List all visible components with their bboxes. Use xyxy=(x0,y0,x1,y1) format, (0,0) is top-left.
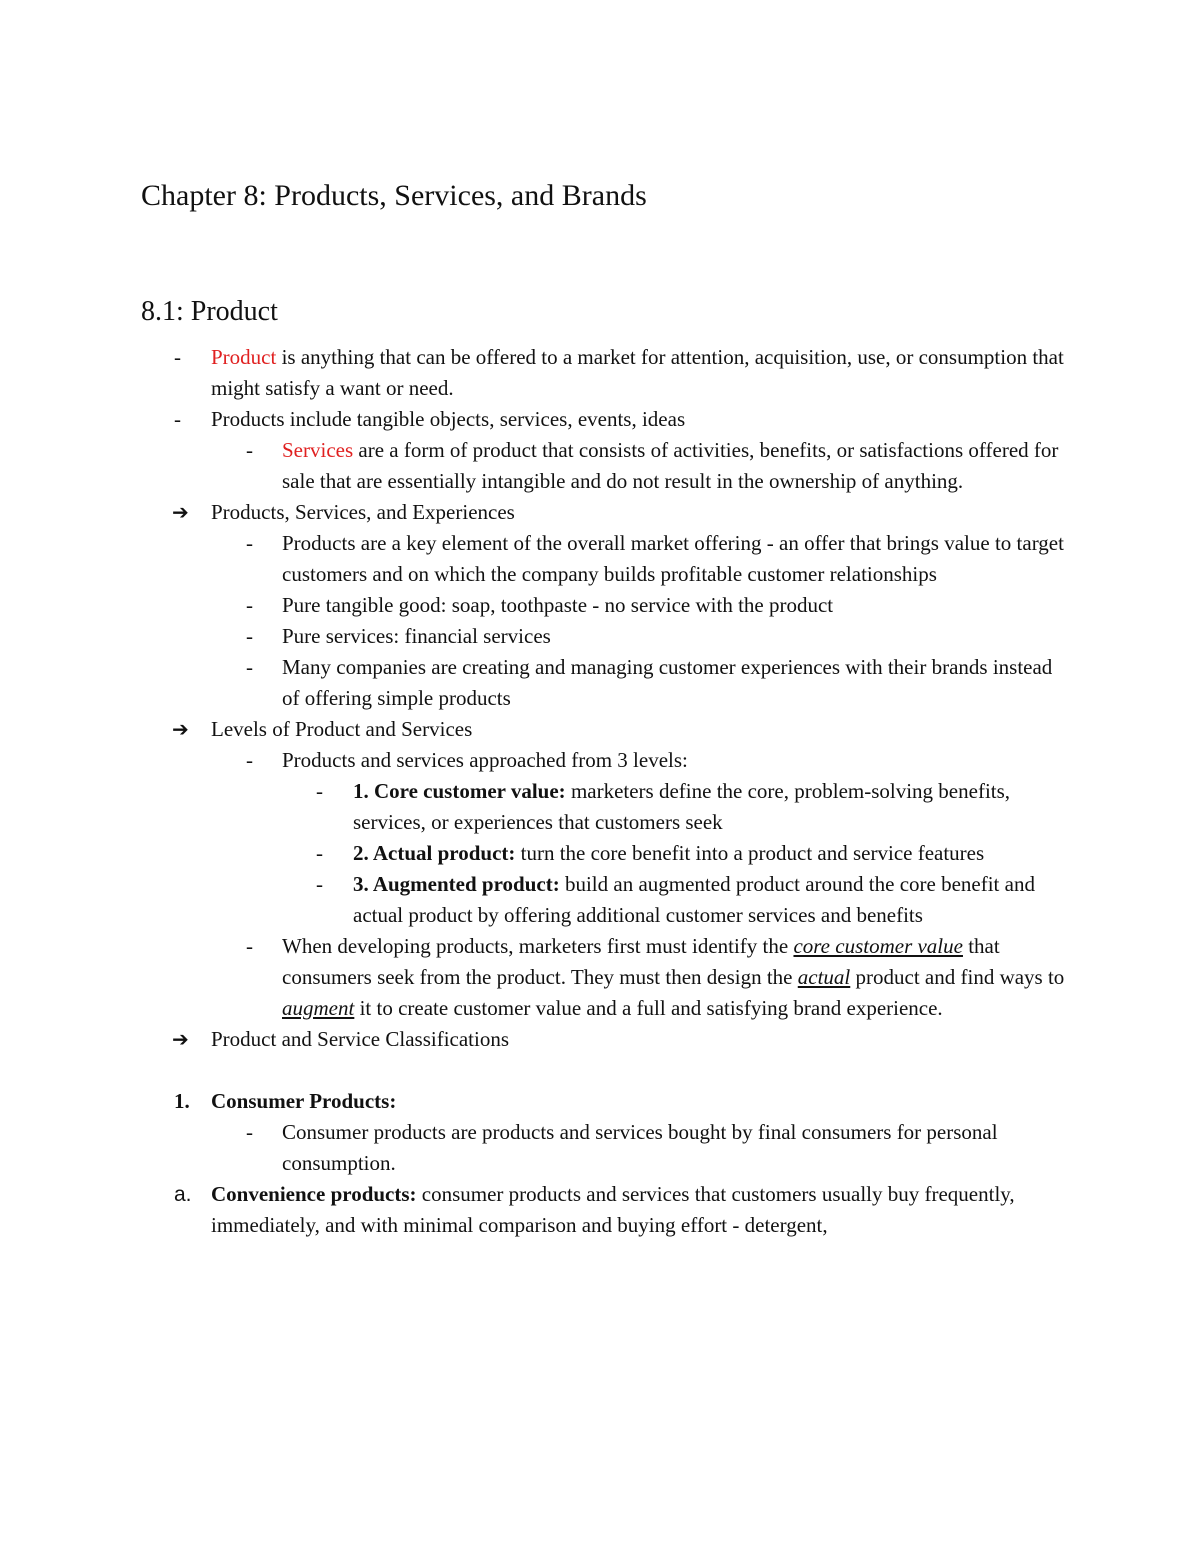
convenience-text: consumer products and services that customers usually buy frequently, immediately, and with minimal comparison and buying effort - detergent, xyxy=(211,1182,1015,1237)
definition-text: is anything that can be offered to a market for attention, acquisition, use, or consumption that might satisfy a want or need. xyxy=(211,345,1064,400)
emphasis-augment: augment xyxy=(282,996,355,1020)
spacer xyxy=(0,1055,1200,1086)
arrow-heading xyxy=(0,1024,1200,1055)
term-product: Product xyxy=(211,345,277,369)
list-item-text: Products include tangible objects, services, events, ideas xyxy=(211,407,686,431)
letter-marker: a. xyxy=(174,1183,192,1206)
services-definition xyxy=(282,435,1072,497)
level-item xyxy=(353,838,1053,869)
dash-marker: - xyxy=(246,748,253,772)
arrow-heading-text: Product and Service Classifications xyxy=(211,1027,510,1051)
developing-paragraph xyxy=(282,931,1072,1024)
arrow-icon: ➔ xyxy=(172,717,189,741)
list-item xyxy=(0,435,1200,497)
dash-marker: - xyxy=(246,438,253,462)
list-item xyxy=(0,652,1200,714)
list-item xyxy=(0,869,1200,931)
list-item xyxy=(0,621,1200,652)
dash-marker: - xyxy=(246,531,253,555)
level-text: turn the core benefit into a product and service features xyxy=(515,841,985,865)
level-label: 2. Actual product: xyxy=(353,841,516,865)
list-item-text: Consumer products are products and services bought by final consumers for personal consumption. xyxy=(282,1120,998,1175)
product-definition xyxy=(211,342,1071,404)
arrow-heading-text: Levels of Product and Services xyxy=(211,717,473,741)
list-item xyxy=(0,745,1200,776)
level-label: 3. Augmented product: xyxy=(353,872,560,896)
dash-marker: - xyxy=(246,934,253,958)
level-text: build an augmented product around the core benefit and actual product by offering additional customer services and benefits xyxy=(353,872,1035,927)
convenience-label: Convenience products: xyxy=(211,1182,417,1206)
list-item xyxy=(0,528,1200,590)
dash-marker: - xyxy=(246,593,253,617)
dash-marker: - xyxy=(174,407,181,431)
list-item xyxy=(0,590,1200,621)
section-heading: 8.1: Product xyxy=(141,296,278,327)
page-title: Chapter 8: Products, Services, and Brands xyxy=(141,179,647,212)
arrow-heading xyxy=(0,714,1200,745)
list-item-text: Pure tangible good: soap, toothpaste - no service with the product xyxy=(282,593,834,617)
consumer-products-heading: Consumer Products: xyxy=(211,1089,397,1113)
list-item-text: Products are a key element of the overall market offering - an offer that brings value to target customers and on which the company builds profitable customer relationships xyxy=(282,531,1064,586)
emphasis-actual: actual xyxy=(797,965,851,989)
level-item xyxy=(353,776,1053,838)
dash-marker: - xyxy=(316,841,323,865)
list-item-text: Many companies are creating and managing customer experiences with their brands instead of offering simple products xyxy=(282,655,1053,710)
dash-marker: - xyxy=(246,655,253,679)
dash-marker: - xyxy=(246,624,253,648)
text-run: that consumers seek from the product. They must then design the xyxy=(282,934,1000,989)
emphasis-core-customer-value: core customer value xyxy=(793,934,963,958)
text-run: When developing products, marketers first must identify the xyxy=(282,934,794,958)
list-item xyxy=(0,342,1200,404)
dash-marker: - xyxy=(246,1120,253,1144)
dash-marker: - xyxy=(316,779,323,803)
arrow-heading xyxy=(0,497,1200,528)
list-item xyxy=(0,1117,1200,1179)
list-item-text: Pure services: financial services xyxy=(282,624,551,648)
list-item-text: Products and services approached from 3 levels: xyxy=(282,748,688,772)
numbered-heading xyxy=(0,1086,1200,1117)
list-item xyxy=(0,404,1200,435)
level-label: 1. Core customer value: xyxy=(353,779,566,803)
level-text: marketers define the core, problem-solving benefits, services, or experiences that customers seek xyxy=(353,779,1011,834)
number-marker: 1. xyxy=(174,1089,190,1113)
text-run: it to create customer value and a full and satisfying brand experience. xyxy=(354,996,943,1020)
list-item xyxy=(0,931,1200,1024)
arrow-icon: ➔ xyxy=(172,500,189,524)
convenience-products xyxy=(211,1179,1071,1241)
list-item xyxy=(0,838,1200,869)
document-body xyxy=(0,342,1200,1241)
lettered-item xyxy=(0,1179,1200,1241)
list-item xyxy=(0,776,1200,838)
level-item xyxy=(353,869,1053,931)
definition-text: are a form of product that consists of activities, benefits, or satisfactions offered for sale that are essentially intangible and do not result in the ownership of anything. xyxy=(282,438,1059,493)
arrow-heading-text: Products, Services, and Experiences xyxy=(211,500,515,524)
dash-marker: - xyxy=(316,872,323,896)
text-run: product and find ways to xyxy=(850,965,1065,989)
term-services: Services xyxy=(282,438,354,462)
dash-marker: - xyxy=(174,345,181,369)
arrow-icon: ➔ xyxy=(172,1027,189,1051)
